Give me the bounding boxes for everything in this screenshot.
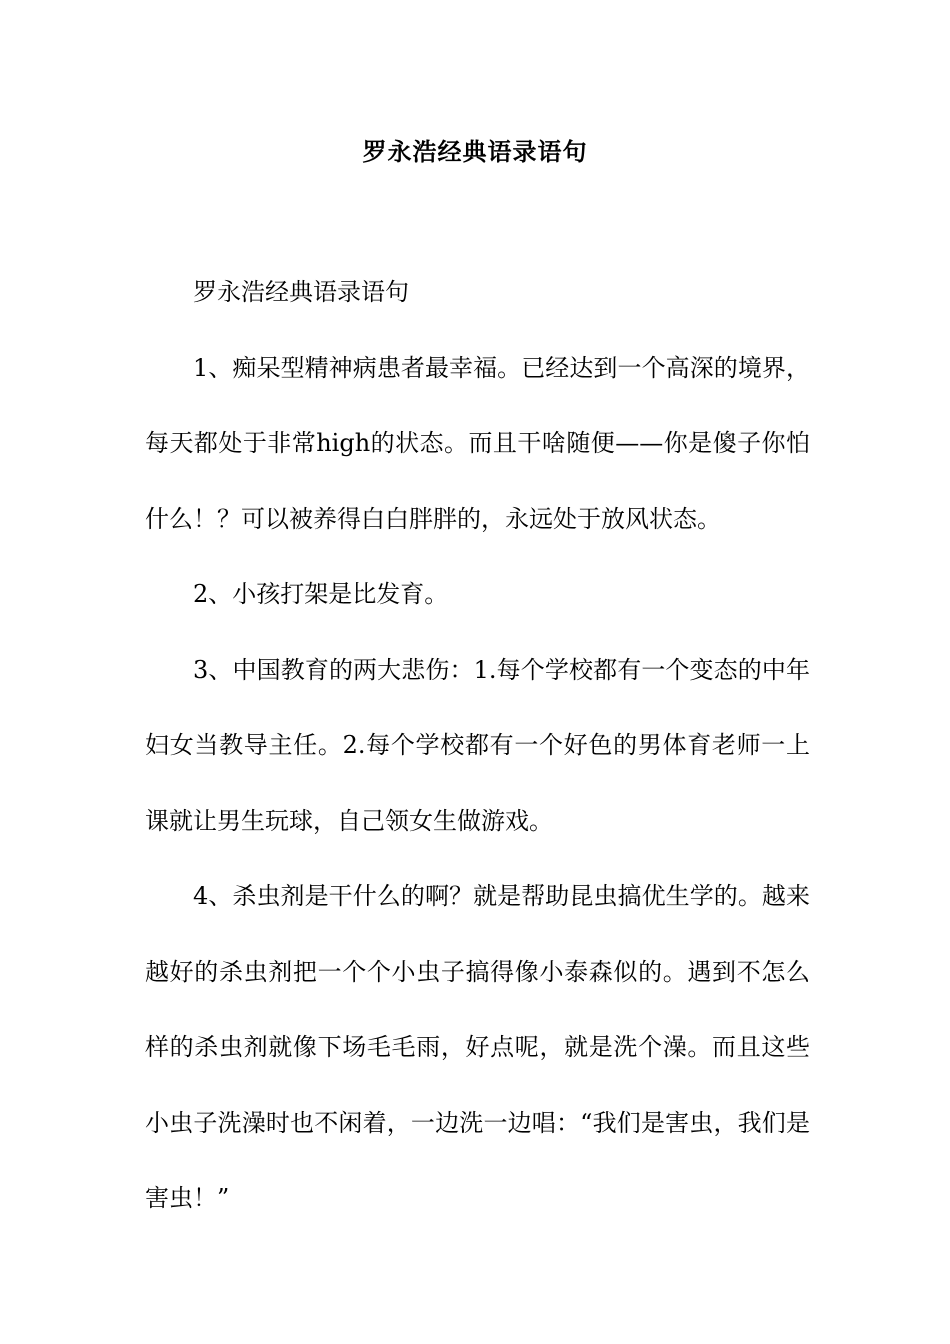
- document-body: [145, 255, 810, 1237]
- paragraph-quote-2: 2、小孩打架是比发育。: [193, 580, 449, 608]
- paragraph-quote-4: 4、杀虫剂是干什么的啊？就是帮助昆虫搞优生学的。越来越好的杀虫剂把一个个小虫子搞得像小泰森似的。遇到不怎么样的杀虫剂就像下场毛毛雨，好点呢，就是洗个澡。而且这些小虫子洗澡时也不闲着，一边洗一边唱：“我们是害虫，我们是害虫！”: [145, 882, 810, 1212]
- paragraph-quote-3: 3、中国教育的两大悲伤：1.每个学校都有一个变态的中年妇女当教导主任。2.每个学校都有一个好色的男体育老师一上课就让男生玩球，自己领女生做游戏。: [145, 655, 810, 835]
- paragraph-quote-1: 1、痴呆型精神病患者最幸福。已经达到一个高深的境界，每天都处于非常high的状态。而且干啥随便——你是傻子你怕什么！？可以被养得白白胖胖的，永远处于放风状态。: [145, 353, 810, 533]
- document-title: 罗永浩经典语录语句: [362, 137, 588, 166]
- paragraph-heading: 罗永浩经典语录语句: [193, 278, 409, 306]
